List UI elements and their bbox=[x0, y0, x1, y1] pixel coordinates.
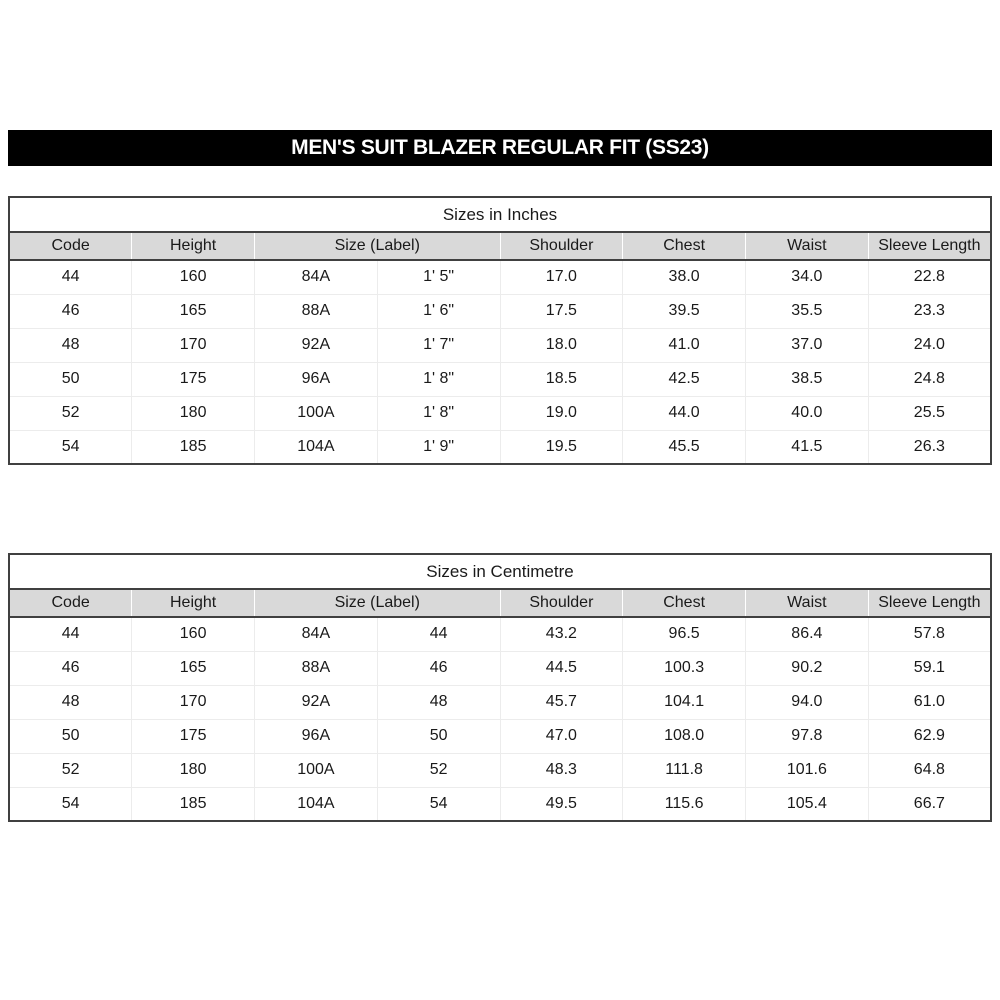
table-cell: 108.0 bbox=[623, 719, 746, 753]
table-cell: 17.5 bbox=[500, 294, 623, 328]
table-cell: 52 bbox=[9, 396, 132, 430]
header-row bbox=[9, 589, 991, 617]
table-cell: 40.0 bbox=[746, 396, 869, 430]
table-cell: 170 bbox=[132, 328, 255, 362]
column-header: Code bbox=[9, 232, 132, 260]
table-cell: 104A bbox=[255, 430, 378, 464]
table-cell: 38.0 bbox=[623, 260, 746, 294]
table-cell: 84A bbox=[255, 260, 378, 294]
table-row bbox=[9, 617, 991, 651]
table-cell: 62.9 bbox=[868, 719, 991, 753]
table-cell: 96.5 bbox=[623, 617, 746, 651]
table-cell: 48 bbox=[9, 685, 132, 719]
table-row bbox=[9, 430, 991, 464]
table-cell: 43.2 bbox=[500, 617, 623, 651]
table-cell: 64.8 bbox=[868, 753, 991, 787]
table-cell: 84A bbox=[255, 617, 378, 651]
table-cell: 100.3 bbox=[623, 651, 746, 685]
table-row bbox=[9, 362, 991, 396]
column-header: Height bbox=[132, 589, 255, 617]
table-row bbox=[9, 685, 991, 719]
table-cell: 50 bbox=[9, 362, 132, 396]
column-header: Sleeve Length bbox=[868, 232, 991, 260]
table-cell: 1' 6" bbox=[377, 294, 500, 328]
table-cell: 86.4 bbox=[746, 617, 869, 651]
table-cell: 39.5 bbox=[623, 294, 746, 328]
table-cell: 45.5 bbox=[623, 430, 746, 464]
table-cell: 59.1 bbox=[868, 651, 991, 685]
table-cell: 100A bbox=[255, 396, 378, 430]
table-cell: 54 bbox=[9, 787, 132, 821]
caption-row bbox=[9, 197, 991, 232]
table-body bbox=[9, 260, 991, 464]
table-cell: 57.8 bbox=[868, 617, 991, 651]
table-cell: 46 bbox=[9, 651, 132, 685]
table-cell: 25.5 bbox=[868, 396, 991, 430]
table-cell: 88A bbox=[255, 294, 378, 328]
table-cell: 92A bbox=[255, 685, 378, 719]
sizes-centimetre-table bbox=[8, 553, 992, 822]
column-header: Sleeve Length bbox=[868, 589, 991, 617]
table-cell: 38.5 bbox=[746, 362, 869, 396]
table-cell: 180 bbox=[132, 753, 255, 787]
table-cell: 35.5 bbox=[746, 294, 869, 328]
table-cell: 17.0 bbox=[500, 260, 623, 294]
table-cell: 48.3 bbox=[500, 753, 623, 787]
column-header: Size (Label) bbox=[255, 589, 501, 617]
table-cell: 44 bbox=[9, 260, 132, 294]
table-cell: 90.2 bbox=[746, 651, 869, 685]
table-cell: 175 bbox=[132, 719, 255, 753]
table-row bbox=[9, 328, 991, 362]
table-cell: 66.7 bbox=[868, 787, 991, 821]
table-cell: 175 bbox=[132, 362, 255, 396]
table-cell: 24.8 bbox=[868, 362, 991, 396]
table-caption-centimetre: Sizes in Centimetre bbox=[9, 554, 991, 589]
column-header: Shoulder bbox=[500, 232, 623, 260]
table-cell: 34.0 bbox=[746, 260, 869, 294]
table-cell: 94.0 bbox=[746, 685, 869, 719]
table-cell: 18.5 bbox=[500, 362, 623, 396]
table-cell: 1' 8" bbox=[377, 362, 500, 396]
table-cell: 1' 7" bbox=[377, 328, 500, 362]
table-cell: 185 bbox=[132, 787, 255, 821]
column-header: Waist bbox=[746, 589, 869, 617]
column-header: Chest bbox=[623, 232, 746, 260]
table-row bbox=[9, 260, 991, 294]
table-cell: 41.0 bbox=[623, 328, 746, 362]
table-cell: 160 bbox=[132, 617, 255, 651]
table-cell: 165 bbox=[132, 294, 255, 328]
table-cell: 180 bbox=[132, 396, 255, 430]
table-cell: 46 bbox=[377, 651, 500, 685]
table-cell: 48 bbox=[9, 328, 132, 362]
table-cell: 18.0 bbox=[500, 328, 623, 362]
table-cell: 24.0 bbox=[868, 328, 991, 362]
table-body bbox=[9, 617, 991, 821]
table-cell: 44 bbox=[9, 617, 132, 651]
table-row bbox=[9, 396, 991, 430]
table-cell: 52 bbox=[9, 753, 132, 787]
table-row bbox=[9, 787, 991, 821]
caption-row bbox=[9, 554, 991, 589]
column-header: Size (Label) bbox=[255, 232, 501, 260]
table-cell: 97.8 bbox=[746, 719, 869, 753]
table-cell: 44.5 bbox=[500, 651, 623, 685]
table-cell: 104.1 bbox=[623, 685, 746, 719]
table-cell: 19.5 bbox=[500, 430, 623, 464]
table-cell: 50 bbox=[377, 719, 500, 753]
table-cell: 54 bbox=[377, 787, 500, 821]
table-cell: 26.3 bbox=[868, 430, 991, 464]
table-cell: 165 bbox=[132, 651, 255, 685]
table-cell: 22.8 bbox=[868, 260, 991, 294]
table-row bbox=[9, 294, 991, 328]
table-cell: 104A bbox=[255, 787, 378, 821]
table-cell: 185 bbox=[132, 430, 255, 464]
table-cell: 46 bbox=[9, 294, 132, 328]
table-row bbox=[9, 753, 991, 787]
table-row bbox=[9, 719, 991, 753]
table-cell: 44 bbox=[377, 617, 500, 651]
table-cell: 48 bbox=[377, 685, 500, 719]
table-cell: 37.0 bbox=[746, 328, 869, 362]
table-cell: 96A bbox=[255, 362, 378, 396]
table-cell: 50 bbox=[9, 719, 132, 753]
table-cell: 23.3 bbox=[868, 294, 991, 328]
table-cell: 49.5 bbox=[500, 787, 623, 821]
table-cell: 160 bbox=[132, 260, 255, 294]
table-cell: 96A bbox=[255, 719, 378, 753]
table-cell: 52 bbox=[377, 753, 500, 787]
table-cell: 105.4 bbox=[746, 787, 869, 821]
table-caption-inches: Sizes in Inches bbox=[9, 197, 991, 232]
table-cell: 19.0 bbox=[500, 396, 623, 430]
column-header: Chest bbox=[623, 589, 746, 617]
header-row bbox=[9, 232, 991, 260]
table-cell: 45.7 bbox=[500, 685, 623, 719]
column-header: Height bbox=[132, 232, 255, 260]
table-cell: 44.0 bbox=[623, 396, 746, 430]
table-cell: 42.5 bbox=[623, 362, 746, 396]
table-cell: 54 bbox=[9, 430, 132, 464]
column-header: Waist bbox=[746, 232, 869, 260]
table-cell: 88A bbox=[255, 651, 378, 685]
table-cell: 111.8 bbox=[623, 753, 746, 787]
sizes-inches-table bbox=[8, 196, 992, 465]
table-row bbox=[9, 651, 991, 685]
table-cell: 41.5 bbox=[746, 430, 869, 464]
column-header: Code bbox=[9, 589, 132, 617]
table-cell: 100A bbox=[255, 753, 378, 787]
table-cell: 101.6 bbox=[746, 753, 869, 787]
table-cell: 115.6 bbox=[623, 787, 746, 821]
table-cell: 170 bbox=[132, 685, 255, 719]
page-title: MEN'S SUIT BLAZER REGULAR FIT (SS23) bbox=[8, 130, 992, 166]
column-header: Shoulder bbox=[500, 589, 623, 617]
table-cell: 1' 9" bbox=[377, 430, 500, 464]
table-cell: 61.0 bbox=[868, 685, 991, 719]
table-cell: 1' 8" bbox=[377, 396, 500, 430]
table-cell: 1' 5" bbox=[377, 260, 500, 294]
table-cell: 92A bbox=[255, 328, 378, 362]
table-cell: 47.0 bbox=[500, 719, 623, 753]
